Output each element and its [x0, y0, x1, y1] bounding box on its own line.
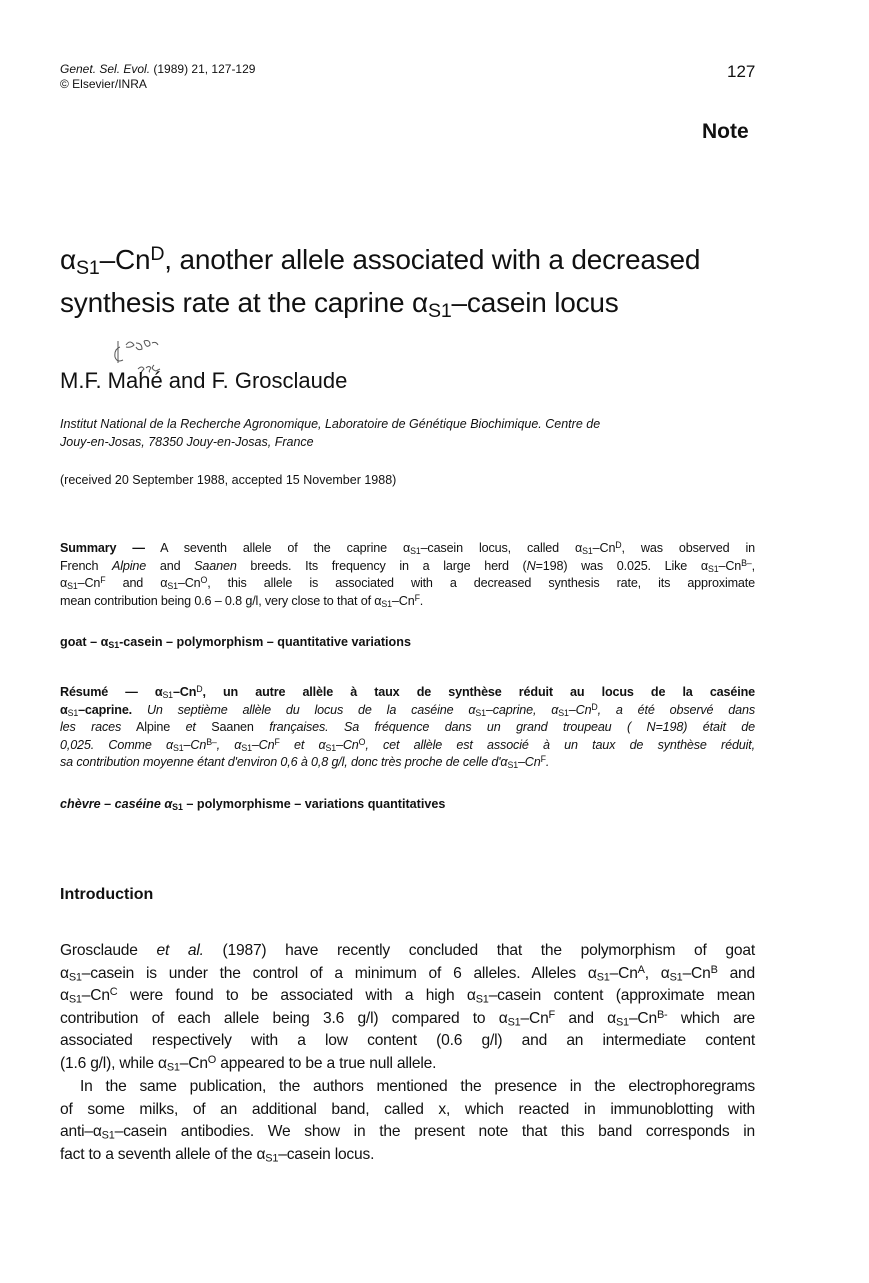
received-dates: (received 20 September 1988, accepted 15 November 1988) [60, 473, 397, 487]
text-run: , a été observé dans [597, 702, 756, 717]
page-number: 127 [727, 62, 756, 81]
text-line [60, 737, 755, 755]
text-run: S1 [381, 598, 392, 609]
text-run: , α [644, 964, 670, 982]
text-run: –Cn [520, 1009, 549, 1027]
text-run: A [637, 963, 645, 976]
text-line [60, 415, 760, 433]
copyright: © Elsevier/INRA [60, 77, 147, 91]
text-run: S1 [67, 707, 79, 718]
text-run: Grosclaude [60, 942, 157, 959]
text-run: In the same publication, the authors mentioned the presence in the electrophoregrams [80, 1078, 755, 1095]
text-run: α [60, 964, 69, 982]
text-run: Genet. Sel. Evol. [60, 62, 151, 76]
text-run: S1 [108, 640, 120, 651]
text-run: S1 [582, 546, 593, 557]
text-run: , un autre allèle à taux de synthèse réduit au locus de la caséine [202, 685, 755, 699]
text-run: O [358, 736, 366, 747]
introduction-paragraph-1 [60, 940, 755, 1076]
text-run: F [540, 754, 546, 765]
text-run: chèvre – caséine α [60, 797, 173, 811]
keywords-fr [60, 797, 445, 811]
text-line [60, 238, 700, 281]
text-run: Saanen [194, 558, 237, 573]
text-run: , [751, 558, 755, 573]
text-run: S1 [596, 971, 610, 984]
text-run: et α [279, 737, 326, 752]
text-run: contribution of each allele being 3.6 g/l) compared to α [60, 1009, 508, 1027]
text-run: B- [656, 1008, 668, 1021]
text-run: Alpine [112, 558, 147, 573]
text-run: . [419, 593, 424, 608]
text-run: –Cn [179, 1054, 208, 1072]
text-run: and α [555, 1009, 616, 1027]
text-run: S1 [325, 742, 336, 753]
text-run: –Cn [183, 737, 207, 752]
text-run: F [414, 592, 420, 603]
text-run: associated respectively with a low content (0.6 g/l) and an intermediate content [60, 1032, 755, 1050]
text-line [60, 684, 755, 702]
journal-header [60, 62, 255, 92]
text-run: B [710, 963, 718, 976]
text-run: S1 [615, 1016, 629, 1029]
journal-citation [60, 62, 255, 77]
text-run: α [60, 702, 68, 717]
text-run: fact to a seventh allele of the α [60, 1145, 266, 1163]
text-run: , cet allèle est associé à un taux de synthèse réduit, [365, 737, 756, 752]
text-run: goat – α [60, 635, 109, 649]
section-label: Note [702, 120, 749, 143]
text-run: et al. [156, 942, 204, 959]
text-run: –Cn [99, 244, 151, 275]
text-run: S1 [167, 581, 178, 592]
text-run: –Cn [77, 576, 101, 590]
text-line [60, 702, 755, 720]
text-run: and α [105, 576, 168, 590]
text-run: Summary — [60, 541, 145, 555]
text-run: which are [667, 1009, 756, 1027]
text-run: –casein locus [451, 287, 619, 318]
text-run: 0,025. Comme α [60, 737, 174, 752]
text-run: –Cn [391, 593, 415, 608]
text-run: S1 [68, 993, 82, 1006]
text-run: –casein is under the control of a minimum of 6 alleles. Alleles α [81, 964, 597, 982]
text-line [60, 281, 700, 324]
text-run: S1 [708, 563, 719, 574]
text-run: C [109, 986, 118, 999]
text-run: sa contribution moyenne étant d'environ 0,6 à 0,8 g/l, donc très proche de celle d'α [60, 755, 508, 769]
text-line [60, 1121, 755, 1144]
text-run: Saanen [195, 720, 270, 734]
text-run: F [100, 575, 106, 586]
text-run: –casein antibodies. We show in the present note that this band corresponds in [114, 1123, 755, 1141]
text-run: –Cn [682, 964, 711, 982]
text-run: O [207, 1054, 217, 1067]
text-run: S1 [173, 742, 184, 753]
text-run: D [615, 540, 622, 551]
text-run: S1 [669, 971, 683, 984]
article-title [60, 238, 700, 324]
resume [60, 684, 755, 772]
text-run: B– [206, 736, 217, 747]
text-line [60, 754, 755, 772]
text-line [60, 1099, 755, 1122]
text-run: D [591, 701, 598, 712]
text-run: breeds. Its frequency in a large herd ( [236, 558, 527, 573]
text-run: S1 [427, 299, 452, 322]
text-run: (1987) have recently concluded that the polymorphism of goat [203, 942, 755, 959]
text-line [60, 1030, 755, 1053]
text-run: –caprine. [78, 702, 133, 717]
text-run: Jouy-en-Josas, 78350 Jouy-en-Josas, France [60, 435, 314, 449]
text-run: S1 [558, 707, 569, 718]
text-run: –Cn [177, 576, 201, 590]
text-run: N [526, 558, 536, 573]
text-line [60, 1076, 755, 1099]
text-run: S1 [241, 742, 252, 753]
text-run: -casein – polymorphism – quantitative variations [119, 635, 411, 649]
text-run: –casein locus. [278, 1145, 375, 1163]
text-run: –Cn [628, 1009, 657, 1027]
text-run: (1989) 21, 127-129 [150, 62, 256, 76]
text-run: –Cn [517, 755, 541, 769]
text-line [60, 719, 755, 737]
authors: M.F. Mahé and F. Grosclaude [60, 368, 348, 393]
text-line [60, 1144, 755, 1167]
text-run: –casein locus, called α [420, 541, 583, 555]
text-run: françaises. Sa fréquence dans un grand troupeau ( N=198) était de [269, 720, 756, 734]
text-run: S1 [475, 993, 489, 1006]
text-run: F [548, 1008, 556, 1021]
text-run: and [146, 558, 195, 573]
text-run: S1 [265, 1152, 279, 1165]
text-run: S1 [101, 1129, 115, 1142]
text-run: –Cn [609, 964, 638, 982]
text-line [60, 797, 445, 811]
text-run: were found to be associated with a high α [117, 987, 476, 1005]
text-run: Résumé — α [60, 685, 163, 699]
text-run: Un septième allèle du locus de la caséine α [132, 702, 476, 717]
text-run: , this allele is associated with a decreased synthesis rate, its approximate [207, 576, 755, 590]
text-run: and [717, 964, 755, 982]
text-run: S1 [410, 546, 421, 557]
text-line [60, 985, 755, 1008]
text-line [60, 963, 755, 986]
text-run: les races [60, 720, 122, 734]
text-run: –Cn [718, 558, 742, 573]
text-run: =198) was 0.025. Like α [535, 558, 709, 573]
text-run: – polymorphisme – variations quantitatives [182, 797, 446, 811]
text-run: S1 [76, 256, 100, 279]
text-line [60, 1008, 755, 1031]
text-run: mean contribution being 0.6 – 0.8 g/l, very close to that of α [60, 593, 382, 608]
text-run: –Cn [81, 987, 110, 1005]
text-run: –Cn [251, 737, 275, 752]
introduction-paragraph-2 [60, 1076, 755, 1166]
text-run: O [200, 575, 208, 586]
text-run: –Cn [336, 737, 359, 752]
section-heading-introduction: Introduction [60, 886, 154, 903]
text-run: et [185, 720, 196, 734]
text-run: A seventh allele of the caprine α [144, 541, 411, 555]
affiliation [60, 415, 760, 451]
text-line [60, 558, 755, 576]
text-run: of some milks, of an additional band, called x, which reacted in immunoblotting with [60, 1100, 755, 1118]
text-run: –Cn [172, 685, 197, 699]
text-run: Alpine [121, 720, 186, 734]
text-run: S1 [68, 971, 82, 984]
text-run: S1 [162, 690, 173, 701]
text-line [60, 433, 760, 451]
text-line [60, 940, 755, 963]
text-run: α [60, 244, 76, 275]
text-run: . [545, 755, 550, 769]
summary [60, 540, 755, 610]
text-run: –Cn [568, 702, 592, 717]
text-line [60, 540, 755, 558]
text-run: B– [741, 557, 752, 568]
text-run: S1 [507, 760, 518, 771]
text-run: –caprine, α [485, 702, 559, 717]
text-run: , was observed in [621, 541, 756, 555]
text-run: –casein content (approximate mean [488, 987, 756, 1005]
text-run: S1 [67, 581, 78, 592]
text-run: –Cn [592, 541, 616, 555]
text-run: S1 [475, 707, 486, 718]
text-run: Institut National de la Recherche Agronomique, Laboratoire de Génétique Biochimique. Centre de [60, 417, 601, 431]
text-run: S1 [166, 1061, 180, 1074]
text-line [60, 635, 411, 649]
text-line [60, 575, 755, 593]
text-run: synthesis rate at the caprine α [60, 287, 428, 318]
text-run: (1.6 g/l), while α [60, 1054, 167, 1072]
text-run: , α [216, 737, 242, 752]
text-run: D [196, 684, 203, 695]
text-run: S1 [507, 1016, 521, 1029]
text-run: anti–α [60, 1123, 102, 1141]
text-run: , another allele associated with a decreased [164, 244, 701, 275]
text-run: α [60, 576, 68, 590]
text-run: F [274, 736, 280, 747]
text-run: appeared to be a true null allele. [216, 1054, 437, 1072]
text-run: French [60, 558, 113, 573]
keywords-en [60, 635, 411, 649]
text-run: α [60, 987, 69, 1005]
text-run: D [150, 243, 165, 266]
text-line [60, 62, 255, 77]
text-line [60, 1053, 755, 1076]
text-line [60, 593, 755, 611]
text-run: S1 [172, 802, 183, 813]
